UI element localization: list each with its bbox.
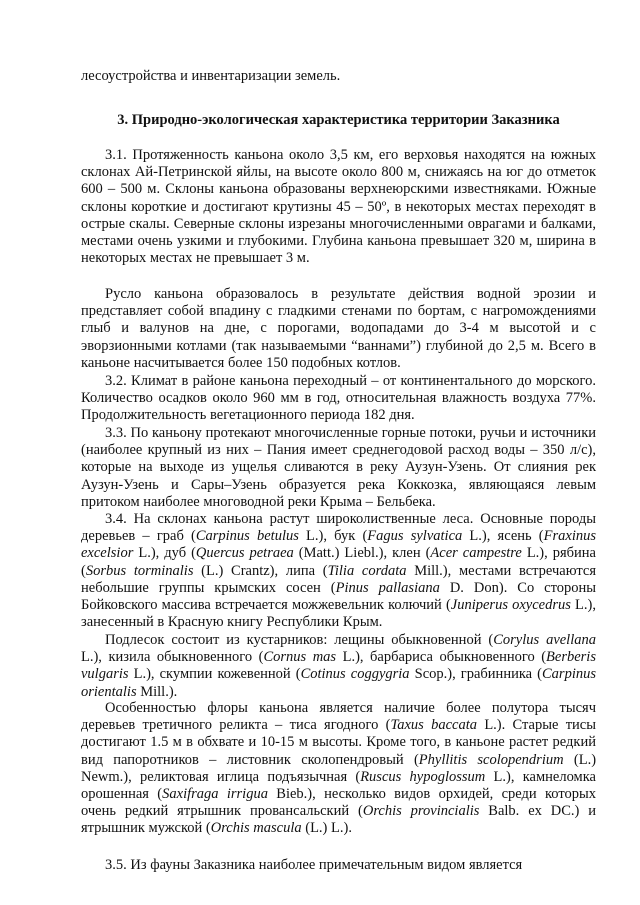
section-heading: 3. Природно-экологическая характеристика территории Заказника bbox=[117, 112, 560, 128]
paragraph-3-3: 3.3. По каньону протекают многочисленные горные потоки, ручьи и источники (наиболее крупный из них – Пания имеет среднегодовой расход воды – 350 л/с), которые на выходе из ущелья сливаются в реку Аузун-Узень. От слияния рек Аузун-Узень и Сары–Узень образуется река Коккозка, являющаяся левым притоком наиболее многоводной реки Крыма – Бельбека. bbox=[81, 425, 596, 510]
paragraph-podlesok: Подлесок состоит из кустарников: лещины обыкновенной (Corylus avellana L.), кизила обыкновенного (Cornus mas L.), барбариса обыкновенного (Berberis vulgaris L.), скумпии кожевенной (Cotinus coggygria Scop.), грабинника (Carpinus orientalis Mill.). bbox=[81, 632, 596, 700]
paragraph-3-5: 3.5. Из фауны Заказника наиболее примечательным видом является bbox=[105, 857, 523, 873]
paragraph-flora: Особенностью флоры каньона является наличие более полутора тысяч деревьев третичного реликта – тиса ягодного (Taxus baccata L.). Старые тисы достигают 1.5 м в обхвате и 10-15 м высоты. Кроме того, в каньоне растет редкий вид папоротников – листовник сколопендровый (Phyllitis scolopendrium (L.) Newm.), реликтовая иглица подъязычная (Ruscus hypoglossum L.), камнеломка орошенная (Saxifraga irrigua Bieb.), несколько видов орхидей, среди которых очень редкий ятрышник провансальский (Orchis provincialis Balb. ex DC.) и ятрышник мужской (Orchis mascula (L.) L.). bbox=[81, 700, 597, 837]
paragraph-ruslo: Русло каньона образовалось в результате действия водной эрозии и представляет собой впадину с гладкими стенами по бортам, с нагромождениями глыб и валунов на дне, с порогами, водопадами до 3-4 м высотой и с эворзионными котлами (так называемыми “ваннами”) глубиной до 2,5 м. Всего в каньоне насчитывается более 150 подобных котлов. bbox=[81, 286, 596, 371]
top-line: лесоустройства и инвентаризации земель. bbox=[81, 68, 341, 84]
paragraph-3-4: 3.4. На склонах каньона растут широколиственные леса. Основные породы деревьев – граб (Carpinus betulus L.), бук (Fagus sylvatica L.), ясень (Fraxinus excelsior L.), дуб (Quercus petraea (Matt.) Liebl.), клен (Acer campestre L.), рябина (Sorbus torminalis (L.) Crantz), липа (Tilia cordata Mill.), местами встречаются небольшие группы крымских сосен (Pinus pallasiana D. Don). Со стороны Бойковского массива встречается можжевельник колючий (Juniperus oxycedrus L.), занесенный в Красную книгу Республики Крым. bbox=[81, 511, 597, 631]
paragraph-3-2: 3.2. Климат в районе каньона переходный – от континентального до морского. Количество осадков около 960 мм в год, относительная влажность воздуха 77%. Продолжительность вегетационного периода 182 дня. bbox=[81, 373, 596, 424]
paragraph-3-1: 3.1. Протяженность каньона около 3,5 км, его верховья находятся на южных склонах Ай-Петринской яйлы, на высоте около 800 м, снижаясь на юг до отметок 600 – 500 м. Склоны каньона образованы верхнеюрскими известняками. Южные склоны короткие и достигают крутизны 45 – 50º, в некоторых местах переходят в острые скалы. Северные склоны изрезаны многочисленными оврагами и балками, местами очень узкими и глубокими. Глубина каньона превышает 320 м, ширина в некоторых местах не превышает 3 м. bbox=[81, 147, 596, 267]
